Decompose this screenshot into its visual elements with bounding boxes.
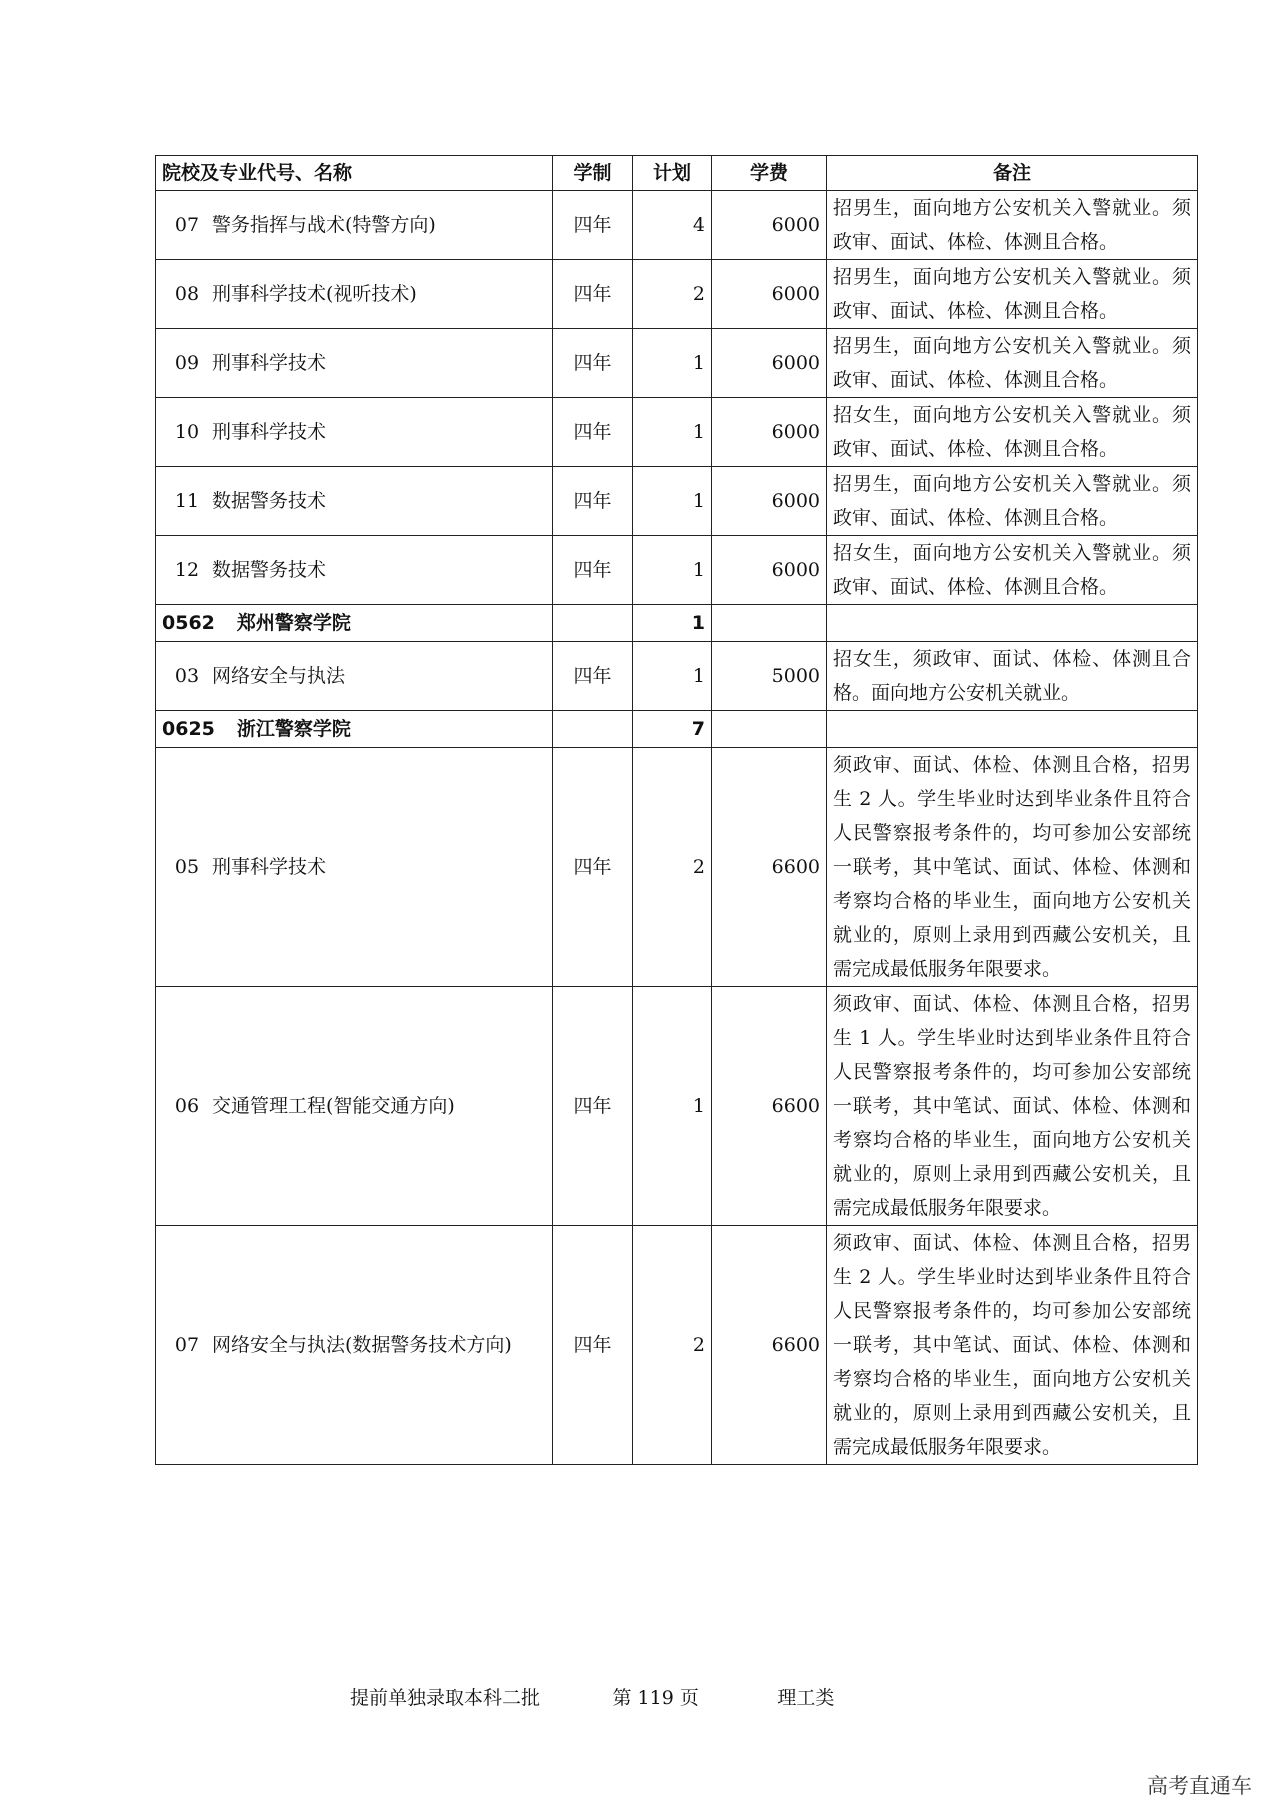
watermark-text: 高考直通车 — [1147, 1774, 1252, 1798]
table-row — [156, 191, 1198, 260]
table-row — [156, 398, 1198, 467]
cell-plan: 1 — [633, 642, 712, 711]
cell-note: 须政审、面试、体检、体测且合格，招男生 2 人。学生毕业时达到毕业条件且符合人民警察报考条件的，均可参加公安部统一联考，其中笔试、面试、体检、体测和考察均合格的毕业生，面向地方公安机关就业的，原则上录用到西藏公安机关，且需完成最低服务年限要求。 — [827, 748, 1198, 987]
cell-fee: 5000 — [712, 642, 827, 711]
cell-fee — [712, 605, 827, 642]
cell-note: 须政审、面试、体检、体测且合格，招男生 1 人。学生毕业时达到毕业条件且符合人民警察报考条件的，均可参加公安部统一联考，其中笔试、面试、体检、体测和考察均合格的毕业生，面向地方公安机关就业的，原则上录用到西藏公安机关，且需完成最低服务年限要求。 — [827, 987, 1198, 1226]
institution-code: 0625 — [162, 718, 215, 740]
cell-plan: 2 — [633, 1226, 712, 1465]
page-footer — [350, 1683, 834, 1710]
cell-plan: 1 — [633, 987, 712, 1226]
table-body — [156, 191, 1198, 1465]
major-name: 刑事科学技术(视听技术) — [212, 283, 417, 305]
cell-plan: 7 — [633, 711, 712, 748]
major-name: 警务指挥与战术(特警方向) — [212, 214, 436, 236]
cell-plan: 2 — [633, 748, 712, 987]
cell-note: 招男生，面向地方公安机关入警就业。须政审、面试、体检、体测且合格。 — [827, 467, 1198, 536]
major-code: 07 — [174, 1334, 200, 1356]
cell-name — [156, 191, 553, 260]
table-header-row — [156, 156, 1198, 191]
major-code: 07 — [174, 214, 200, 236]
major-name: 交通管理工程(智能交通方向) — [212, 1095, 455, 1117]
table-row — [156, 748, 1198, 987]
footer-category: 理工类 — [777, 1687, 835, 1709]
cell-name — [156, 260, 553, 329]
header-note: 备注 — [827, 156, 1198, 191]
major-code: 12 — [174, 559, 200, 581]
institution-row — [156, 605, 1198, 642]
header-system: 学制 — [553, 156, 633, 191]
cell-plan: 1 — [633, 467, 712, 536]
institution-code: 0562 — [162, 612, 215, 634]
cell-name — [156, 748, 553, 987]
cell-fee — [712, 711, 827, 748]
cell-fee: 6000 — [712, 536, 827, 605]
table-row — [156, 536, 1198, 605]
major-name: 刑事科学技术 — [212, 352, 327, 374]
cell-plan: 4 — [633, 191, 712, 260]
cell-note: 招女生，面向地方公安机关入警就业。须政审、面试、体检、体测且合格。 — [827, 536, 1198, 605]
table-row — [156, 987, 1198, 1226]
table-row — [156, 329, 1198, 398]
table-row — [156, 467, 1198, 536]
cell-name — [156, 987, 553, 1226]
cell-plan: 1 — [633, 398, 712, 467]
institution-name: 浙江警察学院 — [236, 718, 351, 740]
footer-page-number: 第 119 页 — [612, 1687, 699, 1709]
cell-name — [156, 467, 553, 536]
cell-fee: 6600 — [712, 1226, 827, 1465]
table-row — [156, 1226, 1198, 1465]
cell-system: 四年 — [553, 467, 633, 536]
cell-note: 招男生，面向地方公安机关入警就业。须政审、面试、体检、体测且合格。 — [827, 260, 1198, 329]
cell-fee: 6000 — [712, 260, 827, 329]
cell-system: 四年 — [553, 642, 633, 711]
cell-name — [156, 536, 553, 605]
major-name: 网络安全与执法(数据警务技术方向) — [212, 1334, 512, 1356]
major-code: 05 — [174, 856, 200, 878]
institution-name: 郑州警察学院 — [236, 612, 351, 634]
cell-note — [827, 605, 1198, 642]
cell-system: 四年 — [553, 398, 633, 467]
cell-system: 四年 — [553, 1226, 633, 1465]
major-code: 06 — [174, 1095, 200, 1117]
cell-name — [156, 642, 553, 711]
cell-note: 招女生，面向地方公安机关入警就业。须政审、面试、体检、体测且合格。 — [827, 398, 1198, 467]
cell-system — [553, 711, 633, 748]
cell-system: 四年 — [553, 260, 633, 329]
major-code: 08 — [174, 283, 200, 305]
cell-fee: 6600 — [712, 987, 827, 1226]
cell-note: 招女生，须政审、面试、体检、体测且合格。面向地方公安机关就业。 — [827, 642, 1198, 711]
cell-system: 四年 — [553, 748, 633, 987]
major-code: 09 — [174, 352, 200, 374]
footer-batch: 提前单独录取本科二批 — [350, 1687, 541, 1709]
cell-fee: 6000 — [712, 329, 827, 398]
cell-note: 须政审、面试、体检、体测且合格，招男生 2 人。学生毕业时达到毕业条件且符合人民警察报考条件的，均可参加公安部统一联考，其中笔试、面试、体检、体测和考察均合格的毕业生，面向地方公安机关就业的，原则上录用到西藏公安机关，且需完成最低服务年限要求。 — [827, 1226, 1198, 1465]
cell-fee: 6000 — [712, 191, 827, 260]
cell-note — [827, 711, 1198, 748]
cell-plan: 1 — [633, 605, 712, 642]
header-plan: 计划 — [633, 156, 712, 191]
enrollment-table — [155, 155, 1198, 1465]
major-name: 数据警务技术 — [212, 559, 327, 581]
cell-system: 四年 — [553, 329, 633, 398]
major-name: 刑事科学技术 — [212, 856, 327, 878]
cell-fee: 6000 — [712, 398, 827, 467]
major-name: 数据警务技术 — [212, 490, 327, 512]
cell-system: 四年 — [553, 191, 633, 260]
cell-note: 招男生，面向地方公安机关入警就业。须政审、面试、体检、体测且合格。 — [827, 191, 1198, 260]
cell-fee: 6000 — [712, 467, 827, 536]
cell-system: 四年 — [553, 536, 633, 605]
major-code: 03 — [174, 665, 200, 687]
cell-name — [156, 329, 553, 398]
cell-plan: 1 — [633, 329, 712, 398]
cell-name — [156, 1226, 553, 1465]
major-name: 网络安全与执法 — [212, 665, 346, 687]
cell-system: 四年 — [553, 987, 633, 1226]
institution-row — [156, 711, 1198, 748]
cell-fee: 6600 — [712, 748, 827, 987]
major-code: 10 — [174, 421, 200, 443]
cell-plan: 1 — [633, 536, 712, 605]
cell-name — [156, 605, 553, 642]
header-name: 院校及专业代号、名称 — [156, 156, 553, 191]
cell-system — [553, 605, 633, 642]
cell-note: 招男生，面向地方公安机关入警就业。须政审、面试、体检、体测且合格。 — [827, 329, 1198, 398]
cell-name — [156, 398, 553, 467]
cell-name — [156, 711, 553, 748]
major-code: 11 — [174, 490, 200, 512]
major-name: 刑事科学技术 — [212, 421, 327, 443]
table-row — [156, 642, 1198, 711]
table-row — [156, 260, 1198, 329]
header-fee: 学费 — [712, 156, 827, 191]
cell-plan: 2 — [633, 260, 712, 329]
